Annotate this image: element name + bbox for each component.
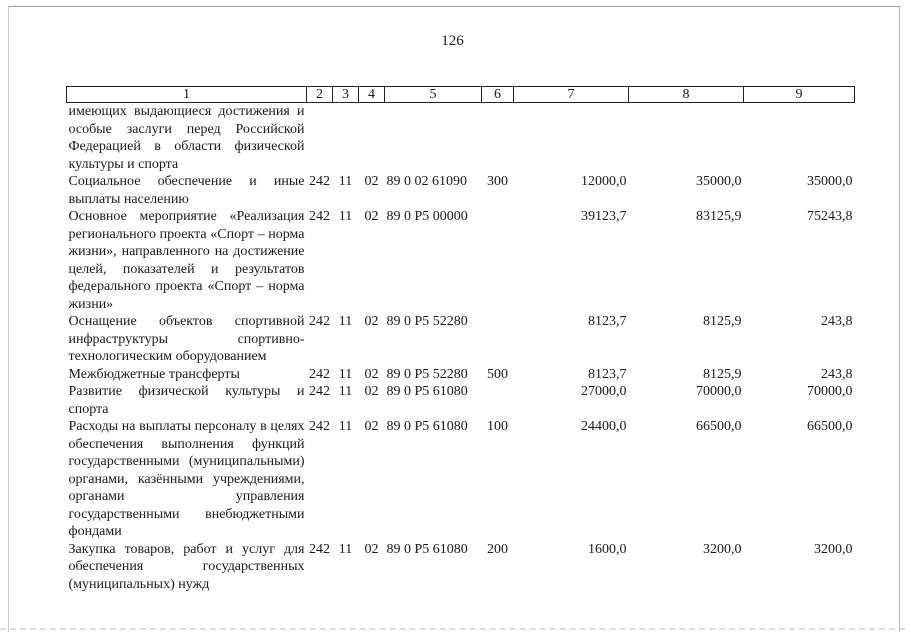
cell-target-article: 89 0 P5 61080 [386,419,468,434]
budget-table [66,86,855,593]
cell-section-code: 11 [338,209,353,224]
cell-target-article: 89 0 02 61090 [386,174,467,189]
row-description: Основное мероприятие «Реализация регионального проекта «Спорт – норма жизни», направленного на достижение целей, показателей и результатов федерального проекта «Спорт – норма жизни» [68,209,305,312]
table-row [67,103,855,174]
row-description: Расходы на выплаты персоналу в целях обеспечения выполнения функций государственными (муниципальными) органами, казёнными учреждениями, органами управления государственными внебюджетными фондами [68,419,305,539]
column-header: 9 [744,87,855,103]
column-header: 2 [307,87,333,103]
cell-amount-col7: 8123,7 [588,366,627,382]
cell-amount-col7: 39123,7 [581,209,627,224]
cell-ministry-code [307,103,333,174]
cell-subsection-code: 02 [364,366,379,382]
cell-amount-col7: 8123,7 [588,314,627,329]
cell-amount-col9: 243,8 [821,314,853,329]
cell-target-article: 89 0 P5 61080 [386,384,468,399]
cell-expense-type [482,313,514,366]
column-header: 4 [359,87,385,103]
cell-amount-col7: 1600,0 [588,541,627,557]
column-header: 1 [67,87,307,103]
cell-ministry-code: 242 [309,419,330,434]
cell-section-code: 11 [338,174,353,189]
cell-subsection-code: 02 [364,384,379,399]
table-row [67,383,855,418]
cell-target-article: 89 0 P5 00000 [386,209,468,224]
cell-ministry-code: 242 [309,209,330,224]
cell-amount-col9: 3200,0 [814,541,853,557]
cell-target-article: 89 0 P5 52280 [386,314,468,329]
cell-subsection-code [359,103,385,174]
cell-section-code: 11 [338,314,353,329]
cell-expense-type: 200 [487,541,508,557]
column-header: 5 [385,87,482,103]
cell-amount-col7 [514,103,629,174]
cell-amount-col8: 83125,9 [696,209,742,224]
cell-section-code: 11 [338,384,353,399]
table-row [67,208,855,313]
cell-section-code: 11 [338,541,353,557]
cell-amount-col8 [629,103,744,174]
table-row [67,173,855,208]
cell-amount-col7: 24400,0 [581,419,627,434]
cell-amount-col9: 243,8 [821,366,853,382]
cell-subsection-code: 02 [364,419,379,434]
cell-amount-col8: 70000,0 [696,384,742,399]
row-description: Межбюджетные трансферты [68,366,240,382]
cell-amount-col9: 75243,8 [807,209,853,224]
cell-amount-col7: 27000,0 [581,384,627,399]
cell-amount-col8: 3200,0 [703,541,742,557]
cell-target-article: 89 0 P5 61080 [386,541,468,557]
row-description: Социальное обеспечение и иные выплаты населению [68,174,305,207]
cell-ministry-code: 242 [309,541,330,557]
cell-amount-col9 [744,103,855,174]
cell-subsection-code: 02 [364,541,379,557]
column-header: 7 [514,87,629,103]
table-row [67,541,855,594]
cell-subsection-code: 02 [364,209,379,224]
cell-amount-col7: 12000,0 [581,174,627,189]
cell-expense-type [482,383,514,418]
cell-amount-col8: 8125,9 [703,366,742,382]
cell-amount-col9: 66500,0 [807,419,853,434]
cell-amount-col8: 8125,9 [703,314,742,329]
column-header: 6 [482,87,514,103]
cell-section-code [333,103,359,174]
cell-section-code: 11 [338,366,353,382]
row-description: Развитие физической культуры и спорта [68,384,305,417]
cell-ministry-code: 242 [309,314,330,329]
cell-amount-col9: 35000,0 [807,174,853,189]
column-header: 8 [629,87,744,103]
cell-subsection-code: 02 [364,314,379,329]
page-number: 126 [441,33,464,49]
cell-section-code: 11 [338,419,353,434]
scan-edge-artifact [0,628,905,634]
cell-amount-col9: 70000,0 [807,384,853,399]
cell-expense-type [482,103,514,174]
cell-amount-col8: 35000,0 [696,174,742,189]
column-header: 3 [333,87,359,103]
cell-expense-type: 100 [487,419,508,434]
cell-amount-col8: 66500,0 [696,419,742,434]
row-description: Оснащение объектов спортивной инфраструктуры спортивно-технологическим оборудованием [68,314,305,364]
cell-target-article [385,103,482,174]
row-description: имеющих выдающиеся достижения и особые заслуги перед Российской Федерацией в области физической культуры и спорта [68,104,305,172]
row-description: Закупка товаров, работ и услуг для обеспечения государственных (муниципальных) нужд [68,541,305,592]
cell-expense-type [482,208,514,313]
cell-expense-type: 300 [487,174,508,189]
table-row [67,366,855,384]
cell-subsection-code: 02 [364,174,379,189]
table-header-row [67,87,855,103]
table-row [67,418,855,541]
cell-ministry-code: 242 [309,366,330,382]
cell-ministry-code: 242 [309,174,330,189]
cell-ministry-code: 242 [309,384,330,399]
table-row [67,313,855,366]
cell-expense-type: 500 [487,366,508,382]
cell-target-article: 89 0 P5 52280 [386,366,468,382]
